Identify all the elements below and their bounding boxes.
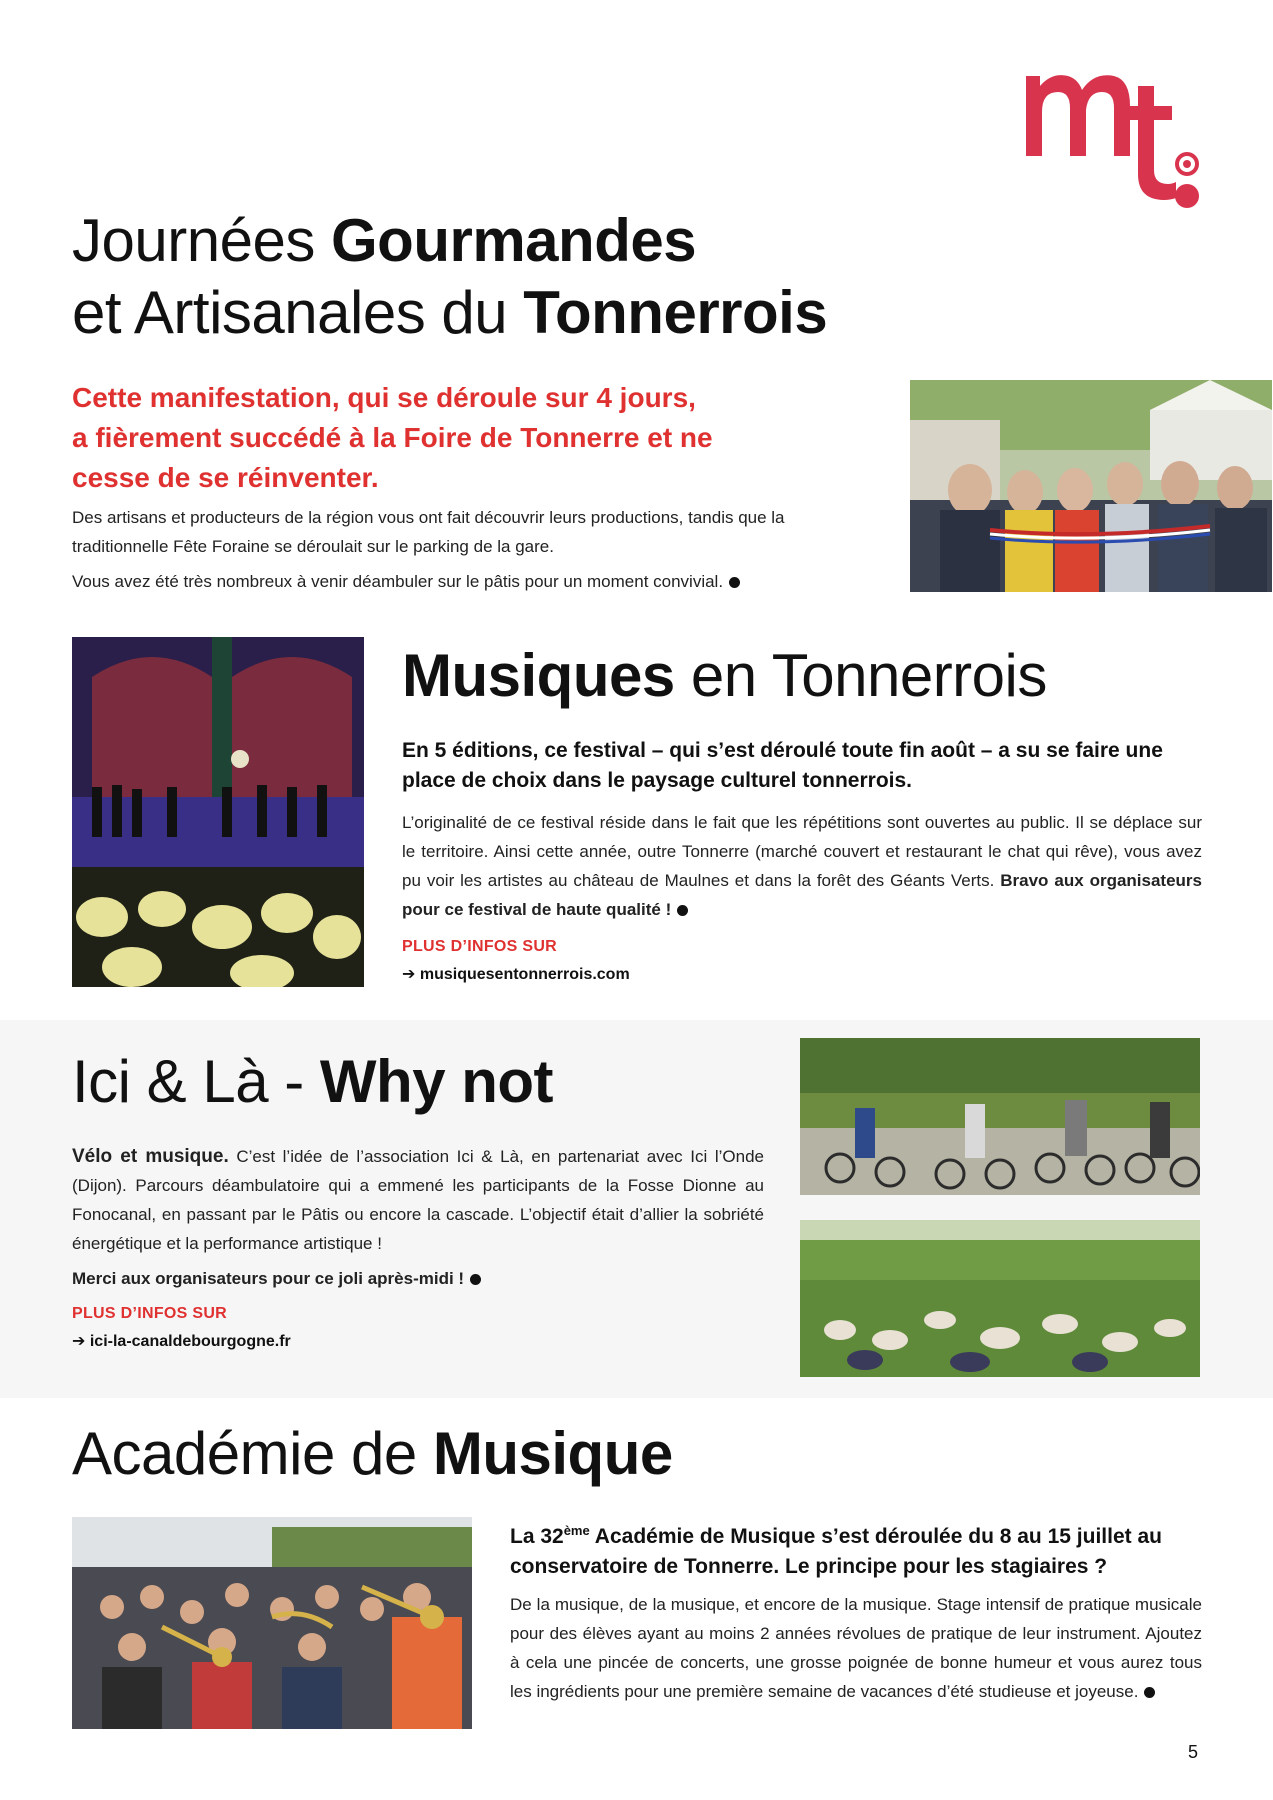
section4-lead <box>510 1516 1202 1582</box>
paragraph: C’est l’idée de l’association Ici & Là, en partenariat avec Ici l’Onde (Dijon). Parcours déambulatoire qui a emmené les participants de la Fosse Dionne au Fonocanal, en passant par le Pâtis ou encore la cascade. L’objectif était d’allier la sobriété énergétique et la performance artistique ! <box>72 1147 764 1253</box>
section2-body <box>402 808 1202 924</box>
section-journees-gourmandes <box>72 205 1052 349</box>
title-bold: Musiques <box>402 642 675 709</box>
section3-body <box>72 1142 764 1258</box>
link-text[interactable]: ici-la-canaldebourgogne.fr <box>89 1333 291 1350</box>
section2-title <box>402 640 1232 712</box>
title-light: Journées <box>72 207 315 274</box>
section-ici-la <box>72 1046 772 1351</box>
end-dot-icon <box>677 905 688 916</box>
lead-line: cesse de se réinventer. <box>72 462 379 493</box>
section-academie-de-musique <box>72 1418 972 1490</box>
photo-cyclists <box>800 1038 1200 1195</box>
section1-title <box>72 205 1052 349</box>
link-text[interactable]: musiquesentonnerrois.com <box>419 966 630 983</box>
mt-logo-icon <box>1022 66 1208 216</box>
title-bold: Tonnerrois <box>523 279 828 346</box>
end-dot-icon <box>729 577 740 588</box>
photo-ribbon-cutting <box>910 380 1272 592</box>
photo-park-audience <box>800 1220 1200 1377</box>
more-info-link[interactable] <box>402 964 1232 984</box>
section1-lead <box>72 378 892 498</box>
more-info-link[interactable] <box>72 1331 772 1351</box>
paragraph: Vous avez été très nombreux à venir déambuler sur le pâtis pour un moment convivial. <box>72 572 724 591</box>
title-bold: Musique <box>432 1420 673 1487</box>
section4-body <box>510 1590 1202 1706</box>
title-bold: Why not <box>319 1048 554 1115</box>
more-info-label: PLUS D’INFOS SUR <box>402 938 558 955</box>
arrow-right-icon: ➔ <box>402 966 420 983</box>
section2-lead: En 5 éditions, ce festival – qui s’est déroulé toute fin août – a su se faire une place de choix dans le paysage culturel tonnerrois. <box>402 739 1163 792</box>
more-info-label: PLUS D’INFOS SUR <box>72 1305 228 1322</box>
lead-text: La 32 <box>510 1525 564 1548</box>
title-light: en Tonnerrois <box>690 642 1047 709</box>
photo-brass-band <box>72 1517 472 1729</box>
logo <box>1022 66 1208 216</box>
title-light: et Artisanales du <box>72 279 508 346</box>
arrow-right-icon: ➔ <box>72 1333 90 1350</box>
lead-bold: Vélo et musique. <box>72 1146 229 1167</box>
end-dot-icon <box>470 1274 481 1285</box>
page-number: 5 <box>1188 1742 1199 1762</box>
more-info <box>402 938 1232 984</box>
section3-title <box>72 1046 772 1118</box>
lead-line: a fièrement succédé à la Foire de Tonnerre et ne <box>72 422 713 453</box>
lead-line: Cette manifestation, qui se déroule sur 4 jours, <box>72 382 696 413</box>
paragraph-bold: Bravo aux organisateurs pour ce festival de haute qualité ! <box>402 871 1203 919</box>
more-info <box>72 1305 772 1351</box>
paragraph: Des artisans et producteurs de la région vous ont fait découvrir leurs productions, tandis que la traditionnelle Fête Foraine se déroulait sur le parking de la gare. <box>72 508 785 556</box>
section-musiques-en-tonnerrois <box>402 640 1232 984</box>
lead-superscript: ème <box>563 1523 590 1538</box>
section4-title <box>72 1418 972 1490</box>
title-light: Académie de <box>72 1420 417 1487</box>
paragraph: L’originalité de ce festival réside dans le fait que les répétitions sont ouvertes au public. Il se déplace sur le territoire. Ainsi cette année, outre Tonnerre (marché couvert et restaurant le chat qui rêve), vous avez pu voir les artistes au château de Maulnes et dans la forêt des Géants Verts. <box>402 813 1202 890</box>
end-dot-icon <box>1144 1687 1155 1698</box>
paragraph: De la musique, de la musique, et encore de la musique. Stage intensif de pratique musicale pour des élèves ayant au moins 2 années révolues de pratique de leur instrument. Ajoutez à cela une pincée de concerts, une grosse poignée de bonne humeur et vous aurez tous les ingrédients pour une première semaine de vacances d’été studieuse et joyeuse. <box>510 1595 1202 1701</box>
photo-concert-hall <box>72 637 364 987</box>
thanks-text: Merci aux organisateurs pour ce joli après-midi ! <box>72 1269 465 1288</box>
title-light: Ici & Là - <box>72 1048 304 1115</box>
lead-text: Académie de Musique s’est déroulée du 8 au 15 juillet au conservatoire de Tonnerre. Le principe pour les stagiaires ? <box>510 1525 1162 1578</box>
title-bold: Gourmandes <box>331 207 697 274</box>
section4-text <box>510 1516 1202 1706</box>
section1-body <box>72 503 882 596</box>
